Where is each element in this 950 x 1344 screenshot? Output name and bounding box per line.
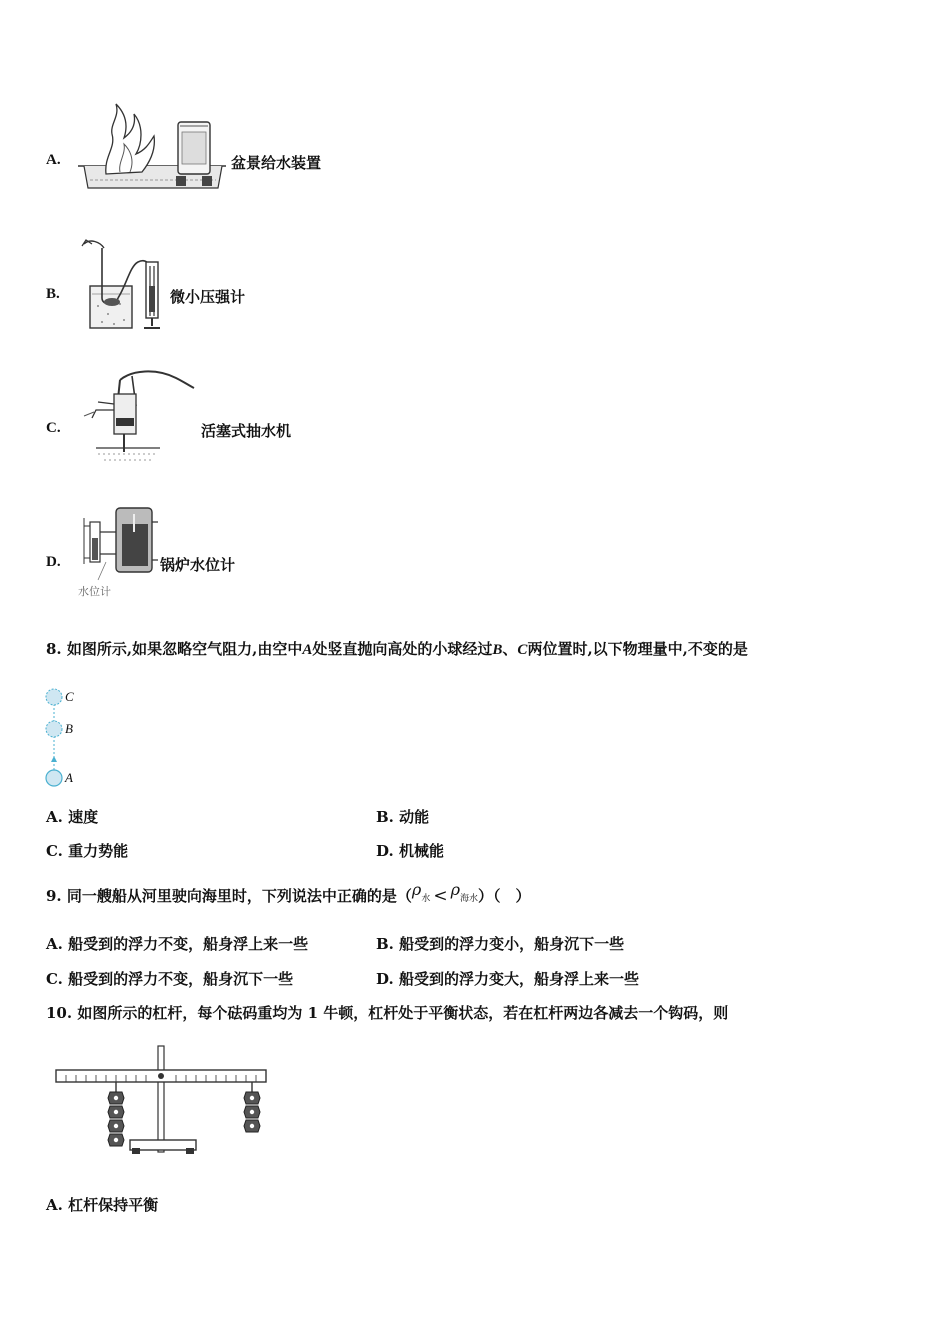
option-label: D. — [376, 842, 394, 860]
option-text: 杠杆保持平衡 — [68, 1196, 159, 1214]
option-text: 机械能 — [398, 842, 444, 860]
point-label: C — [517, 642, 528, 658]
option — [46, 840, 128, 861]
option-label: C. — [46, 970, 63, 988]
option — [376, 840, 444, 861]
pressure-gauge-figure — [76, 236, 168, 332]
option — [46, 933, 308, 954]
ball-a — [46, 770, 62, 786]
question-text: 如图所示,如果忽略空气阻力,由空中 — [66, 640, 303, 658]
question-number: 10. — [46, 1004, 73, 1022]
option-label: B. — [376, 935, 394, 953]
bonsai-water-supply-figure — [76, 96, 228, 196]
option-text: 动能 — [399, 808, 430, 826]
question-text: 两位置时,以下物理量中,不变的是 — [527, 640, 748, 658]
point-label: A — [302, 642, 313, 658]
option-text: 重力势能 — [68, 842, 129, 860]
option-label: B. — [376, 808, 394, 826]
subscript-sea: 海水 — [460, 894, 479, 904]
question-text: 如图所示的杠杆，每个砝码重均为 1 牛顿，杠杆处于平衡状态，若在杠杆两边各减去一个钩码，则 — [77, 1004, 729, 1022]
option-label: B. — [46, 286, 60, 302]
option-label: D. — [46, 554, 61, 570]
lever-figure — [54, 1044, 270, 1162]
question-close: ）（ ） — [478, 887, 531, 905]
option — [46, 968, 293, 989]
option-text: 船受到的浮力变小，船身沉下一些 — [399, 935, 625, 953]
rho-symbol: ρ — [450, 880, 460, 899]
option — [376, 806, 429, 827]
option-text: 船受到的浮力不变，船身沉下一些 — [68, 970, 294, 988]
option-label: A. — [46, 152, 61, 168]
question-10-stem — [46, 1002, 728, 1023]
option-text: 盆景给水装置 — [231, 154, 322, 172]
rho-symbol: ρ — [411, 880, 422, 899]
option-text: 锅炉水位计 — [160, 556, 236, 574]
ball-c — [46, 689, 62, 705]
figure-label-a: A — [65, 770, 73, 785]
question-number: 8. — [46, 640, 62, 658]
option-text: 速度 — [68, 808, 99, 826]
question-text: 处竖直抛向高处的小球经过 — [312, 640, 493, 658]
option-label: A. — [46, 1196, 63, 1214]
option — [46, 806, 98, 827]
figure-label-c: C — [65, 689, 74, 704]
separator: 、 — [502, 640, 518, 658]
option-text: 船受到的浮力变大，船身浮上来一些 — [398, 970, 639, 988]
subscript-water: 水 — [421, 894, 431, 904]
question-8-stem — [46, 638, 748, 659]
option-label: A. — [46, 935, 63, 953]
option-text: 微小压强计 — [170, 288, 246, 306]
point-label: B — [492, 642, 503, 658]
less-than-symbol: < — [433, 886, 448, 906]
option-label: D. — [376, 970, 394, 988]
option — [46, 1194, 158, 1215]
option-label: C. — [46, 842, 63, 860]
option-label: C. — [46, 420, 61, 436]
option-text: 活塞式抽水机 — [201, 422, 292, 440]
piston-pump-figure — [76, 366, 200, 466]
ball-b — [46, 721, 62, 737]
question-text: 同一艘船从河里驶向海里时，下列说法中正确的是（ — [66, 887, 412, 905]
option — [376, 933, 624, 954]
figure-label-b: B — [65, 721, 73, 736]
question-9-stem — [46, 880, 531, 906]
question-number: 9. — [46, 887, 62, 905]
figure-caption: 水位计 — [78, 585, 111, 598]
option-label: A. — [46, 808, 63, 826]
option — [376, 968, 639, 989]
boiler-water-gauge-figure — [76, 502, 160, 580]
option-text: 船受到的浮力不变，船身浮上来一些 — [68, 935, 309, 953]
